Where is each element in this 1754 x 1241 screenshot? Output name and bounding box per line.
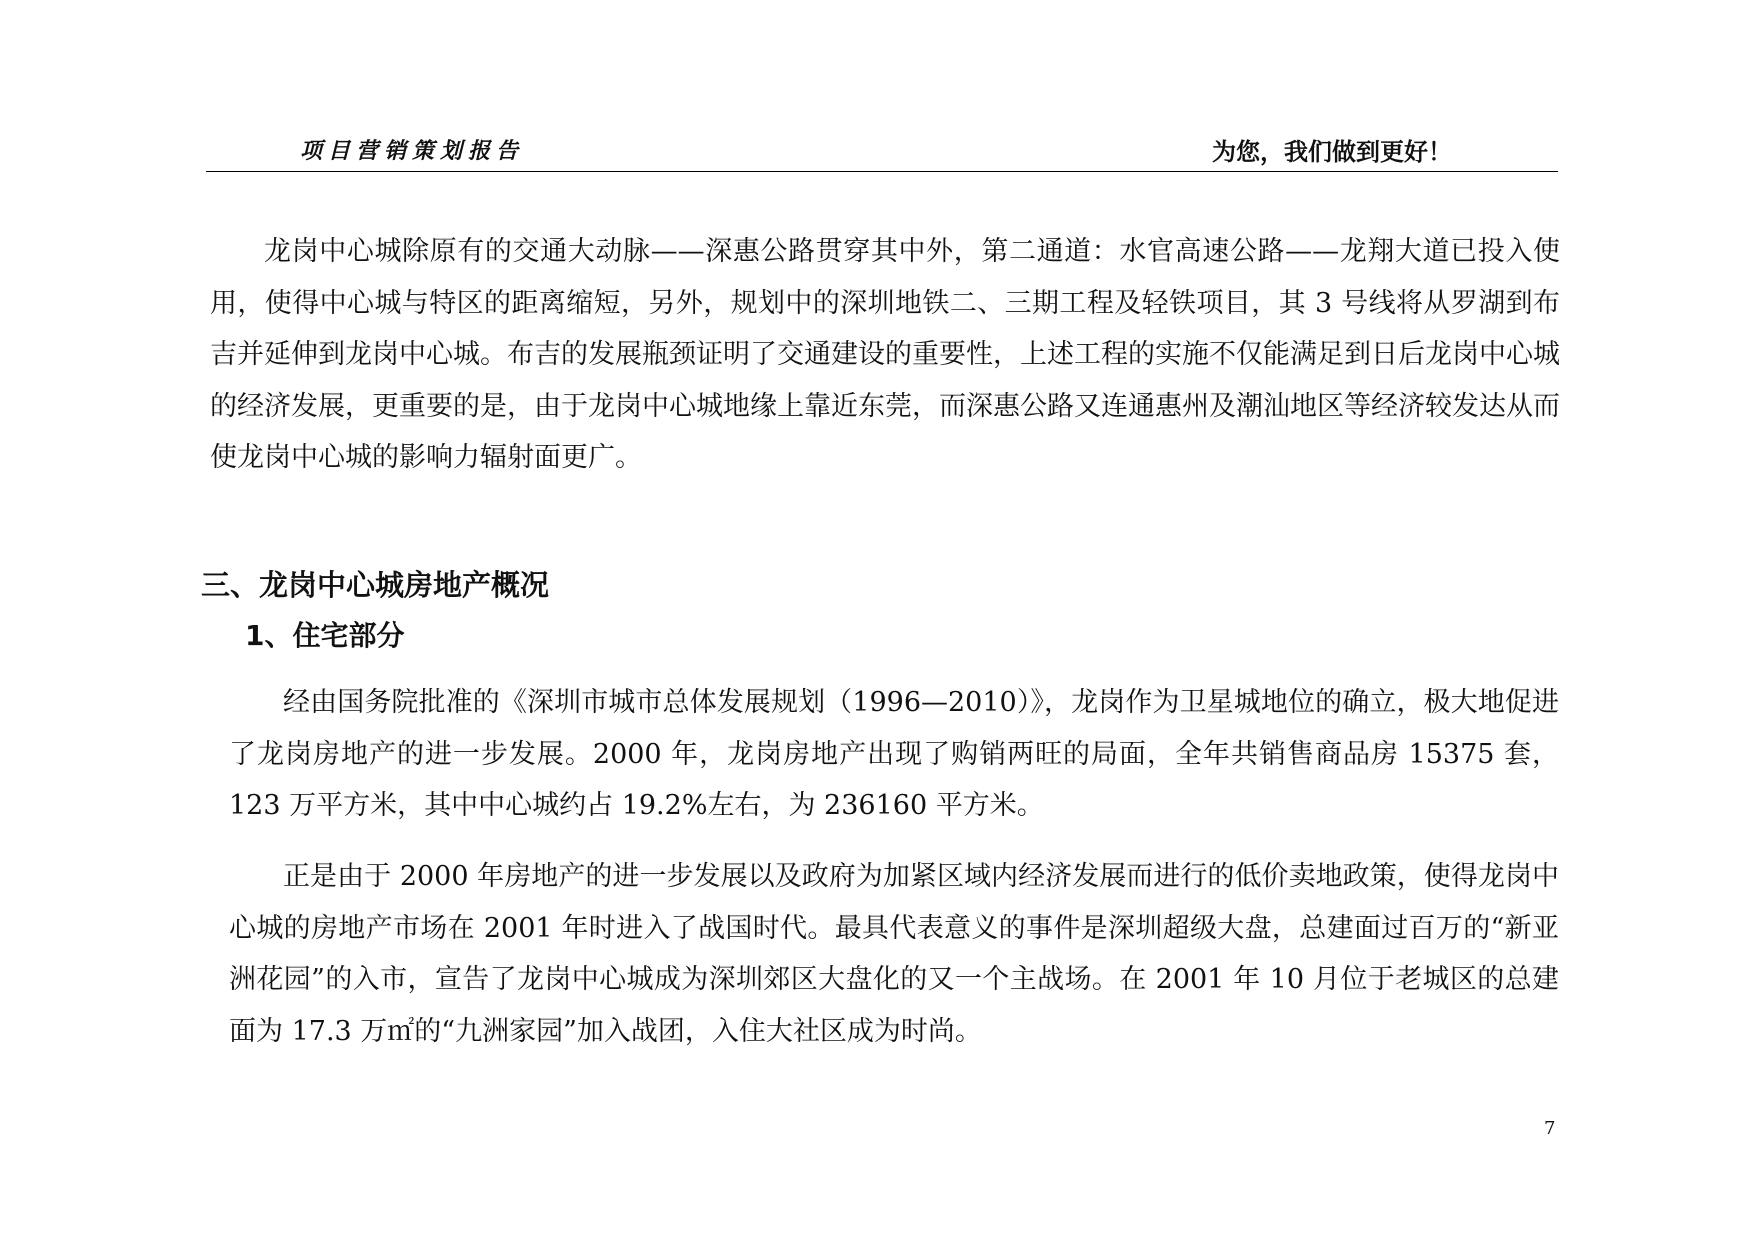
- paragraph-housing-2000: 经由国务院批准的《深圳市城市总体发展规划（1996—2010）》，龙岗作为卫星城地位的确立，极大地促进了龙岗房地产的进一步发展。2000 年，龙岗房地产出现了购销两旺的局面，全年共销售商品房 15375 套，123 万平方米，其中中心城约占 19.2%左右，为 236160 平方米。: [229, 687, 1559, 821]
- header-divider: [206, 171, 1558, 172]
- report-title: 项目营销策划报告: [300, 139, 525, 164]
- subsection-title: 1、住宅部分: [245, 619, 405, 652]
- paragraph-transport: 龙岗中心城除原有的交通大动脉——深惠公路贯穿其中外，第二通道：水官高速公路——龙翔大道已投入使用，使得中心城与特区的距离缩短，另外，规划中的深圳地铁二、三期工程及轻铁项目，其 3 号线将从罗湖到布吉并延伸到龙岗中心城。布吉的发展瓶颈证明了交通建设的重要性，上述工程的实施不仅能满足到日后龙岗中心城的经济发展，更重要的是，由于龙岗中心城地缘上靠近东莞，而深惠公路又连通惠州及潮汕地区等经济较发达从而使龙岗中心城的影响力辐射面更广。: [210, 236, 1560, 473]
- header-slogan: 为您，我们做到更好！: [1212, 138, 1452, 166]
- paragraph-housing-2001: 正是由于 2000 年房地产的进一步发展以及政府为加紧区域内经济发展而进行的低价卖地政策，使得龙岗中心城的房地产市场在 2001 年时进入了战国时代。最具代表意义的事件是深圳超级大盘，总建面过百万的“新亚洲花园”的入市，宣告了龙岗中心城成为深圳郊区大盘化的又一个主战场。在 2001 年 10 月位于老城区的总建面为 17.3 万㎡的“九洲家园”加入战团，入住大社区成为时尚。: [229, 861, 1559, 1047]
- page-number: 7: [1544, 1118, 1556, 1139]
- section-title: 三、龙岗中心城房地产概况: [201, 568, 550, 602]
